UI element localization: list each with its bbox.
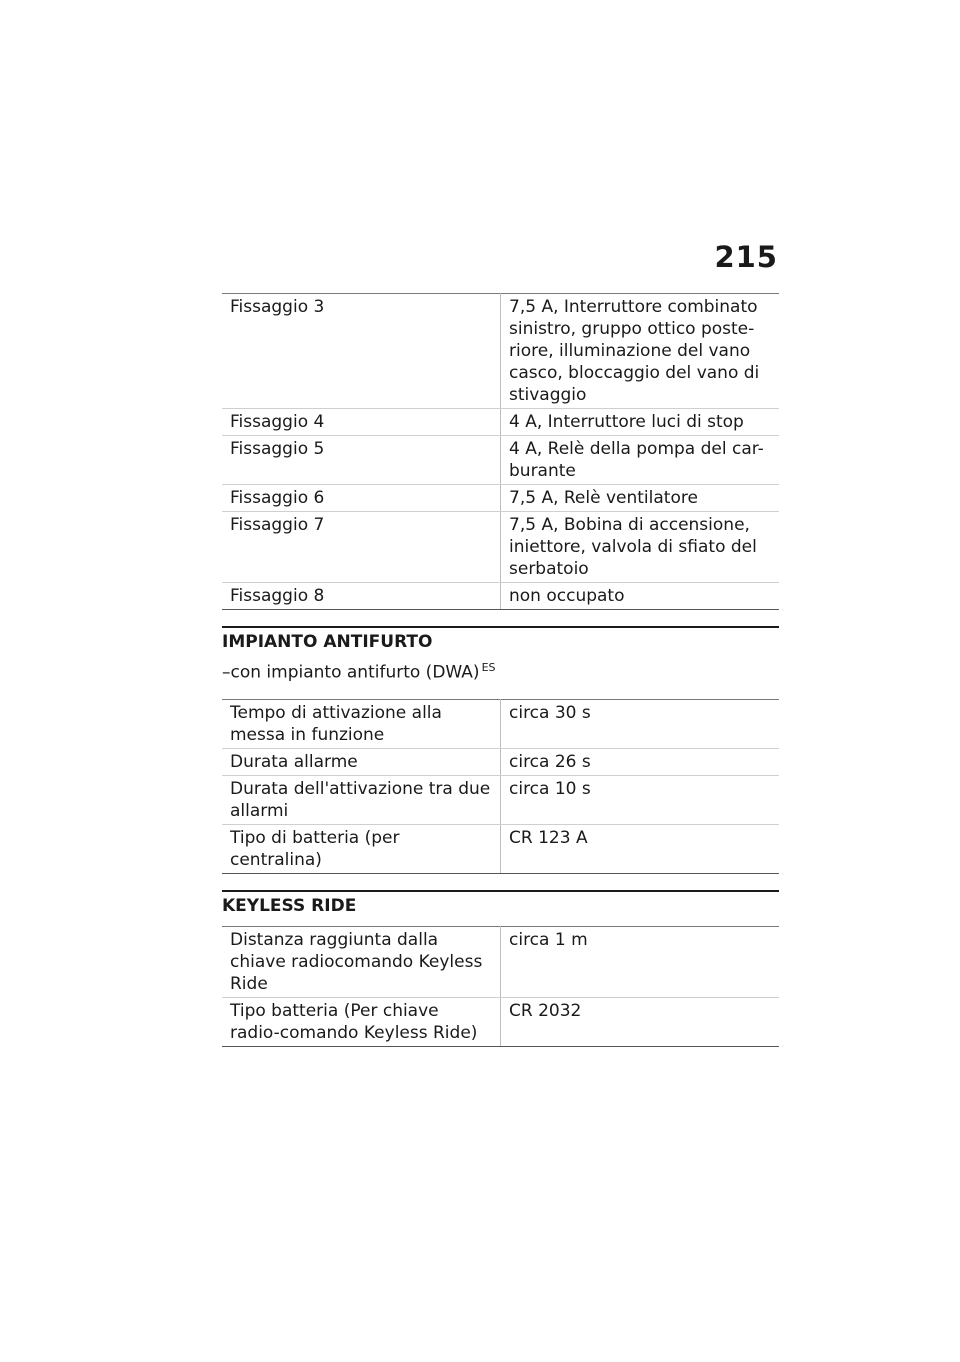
spec-value: CR 123 A [501,824,780,873]
spec-label: Durata dell'attivazione tra due allarmi [222,775,501,824]
fuse-label: Fissaggio 7 [222,512,501,583]
section-subtitle [222,656,779,685]
fuse-label: Fissaggio 6 [222,485,501,512]
table-row [222,748,779,775]
fuse-value: 4 A, Interruttore luci di stop [501,409,780,436]
fuse-value: 7,5 A, Relè ventilatore [501,485,780,512]
spec-value: circa 10 s [501,775,780,824]
page-content [222,293,779,1047]
table-row [222,512,779,583]
fuse-label: Fissaggio 8 [222,583,501,610]
table-row [222,775,779,824]
table-row [222,294,779,409]
antitheft-table [222,699,779,874]
subtitle-text: –con impianto antifurto (DWA) [222,662,480,683]
table-row [222,824,779,873]
fuse-label: Fissaggio 3 [222,294,501,409]
table-row [222,926,779,997]
table-row [222,409,779,436]
spec-label: Tipo batteria (Per chiave radio-comando Keyless Ride) [222,997,501,1046]
table-row [222,485,779,512]
fuse-value: non occupato [501,583,780,610]
fuse-table [222,293,779,610]
spec-label: Distanza raggiunta dalla chiave radiocomando Keyless Ride [222,926,501,997]
section-title: KEYLESS RIDE [222,895,357,916]
page-number: 215 [714,240,778,274]
keyless-table [222,926,779,1047]
fuse-value: 4 A, Relè della pompa del car-burante [501,436,780,485]
spec-value: circa 30 s [501,699,780,748]
spec-label: Tempo di attivazione alla messa in funzione [222,699,501,748]
fuse-value: 7,5 A, Bobina di accensione, iniettore, valvola di sfiato del serbatoio [501,512,780,583]
spec-value: circa 1 m [501,926,780,997]
table-row [222,583,779,610]
spec-label: Tipo di batteria (per centralina) [222,824,501,873]
subtitle-superscript: ES [481,661,496,674]
spec-label: Durata allarme [222,748,501,775]
table-row [222,699,779,748]
antitheft-section [222,626,779,874]
table-row [222,997,779,1046]
section-title: IMPIANTO ANTIFURTO [222,632,433,652]
fuse-label: Fissaggio 5 [222,436,501,485]
spec-value: CR 2032 [501,997,780,1046]
fuse-value: 7,5 A, Interruttore combinato sinistro, gruppo ottico poste-riore, illuminazione del vano casco, bloccaggio del vano di stivaggio [501,294,780,409]
spec-value: circa 26 s [501,748,780,775]
table-row [222,436,779,485]
fuse-label: Fissaggio 4 [222,409,501,436]
keyless-section [222,890,779,1047]
